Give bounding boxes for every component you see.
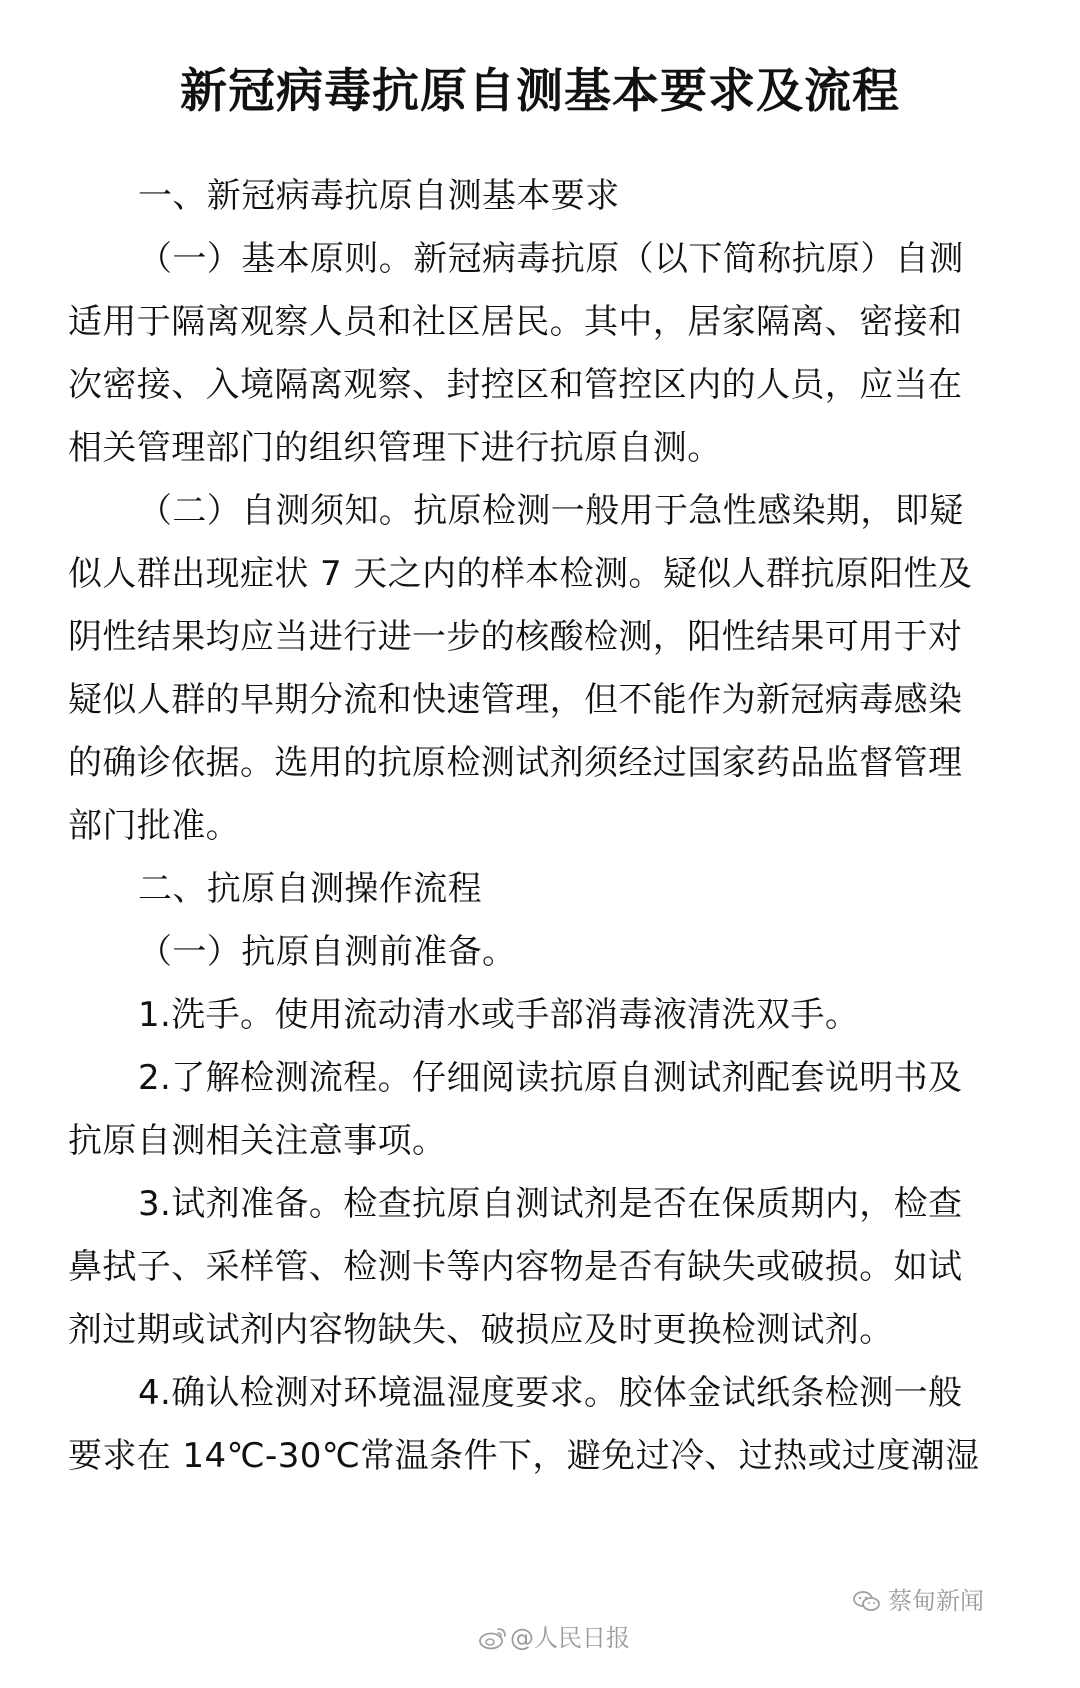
paragraph-line: 鼻拭子、采样管、检测卡等内容物是否有缺失或破损。如试 [68,1247,963,1287]
paragraph-line: 阴性结果均应当进行进一步的核酸检测，阳性结果可用于对 [68,617,963,657]
paragraph-line: 3.试剂准备。检查抗原自测试剂是否在保质期内，检查 [138,1184,963,1224]
subsection-heading: （一）抗原自测前准备。 [138,932,517,972]
section-heading-2: 二、抗原自测操作流程 [138,869,482,909]
paragraph-line: 剂过期或试剂内容物缺失、破损应及时更换检测试剂。 [68,1310,894,1350]
wechat-watermark: 蔡甸新闻 [888,1587,984,1615]
paragraph-line: 的确诊依据。选用的抗原检测试剂须经过国家药品监督管理 [68,743,963,783]
paragraph-line: 似人群出现症状 7 天之内的样本检测。疑似人群抗原阳性及 [68,554,973,594]
paragraph-line: 要求在 14℃-30℃常温条件下，避免过冷、过热或过度潮湿 [68,1436,980,1476]
paragraph-line: 疑似人群的早期分流和快速管理，但不能作为新冠病毒感染 [68,680,963,720]
paragraph-line: 次密接、入境隔离观察、封控区和管控区内的人员，应当在 [68,365,963,405]
wechat-icon [852,1589,882,1613]
document-title: 新冠病毒抗原自测基本要求及流程 [180,64,900,119]
paragraph-line: 2.了解检测流程。仔细阅读抗原自测试剂配套说明书及 [138,1058,963,1098]
weibo-watermark: @人民日报 [510,1624,630,1652]
paragraph-line: （一）基本原则。新冠病毒抗原（以下简称抗原）自测 [138,239,964,279]
paragraph-line: 适用于隔离观察人员和社区居民。其中，居家隔离、密接和 [68,302,963,342]
paragraph-line: 抗原自测相关注意事项。 [68,1121,447,1161]
paragraph-line: （二）自测须知。抗原检测一般用于急性感染期，即疑 [138,491,964,531]
paragraph-line: 4.确认检测对环境温湿度要求。胶体金试纸条检测一般 [138,1373,963,1413]
paragraph-line: 部门批准。 [68,806,240,846]
paragraph-line: 1.洗手。使用流动清水或手部消毒液清洗双手。 [138,995,860,1035]
weibo-icon [478,1626,508,1650]
paragraph-line: 相关管理部门的组织管理下进行抗原自测。 [68,428,722,468]
section-heading-1: 一、新冠病毒抗原自测基本要求 [138,176,620,216]
